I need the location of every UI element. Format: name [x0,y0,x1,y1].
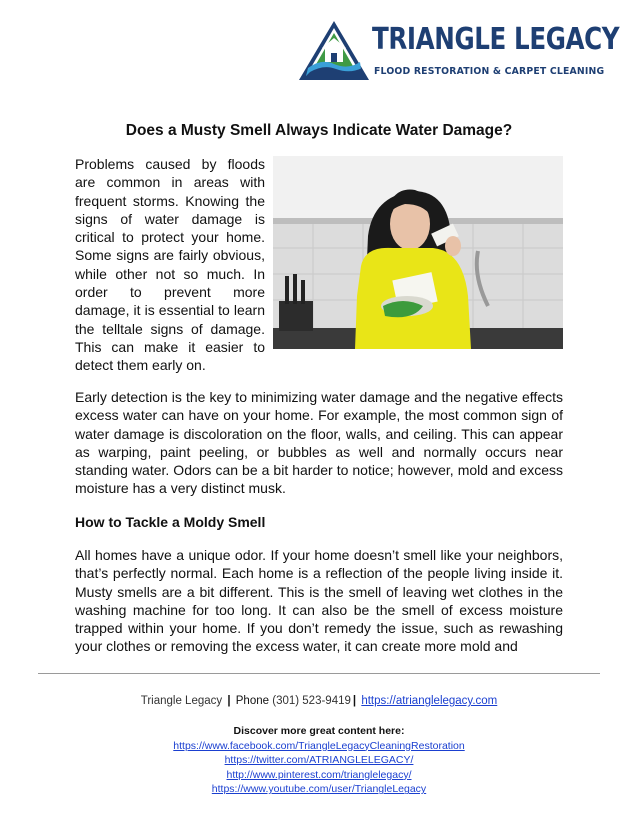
social-links [0,724,638,797]
moldy-smell-paragraph: All homes have a unique odor. If your home doesn’t smell like your neighbors, that’s perfectly normal. Each home is a reflection of the people living inside it. Musty smells are a bit different. This is the smell of leaving wet clothes in the washing machine for too long. It can also be the smell of excess moisture trapped within your home. If you don’t remedy the issue, such as rewashing your clothes or removing the excess water, it can create more mold and [75,547,563,655]
section-heading: How to Tackle a Moldy Smell [75,514,266,530]
woman-smelling-clothes-photo [273,156,563,349]
footer-divider [38,673,600,674]
footer-separator-2: | [352,695,357,707]
twitter-link[interactable]: https://twitter.com/ATRIANGLELEGACY/ [224,754,414,767]
youtube-link[interactable]: https://www.youtube.com/user/TriangleLegacy [211,783,427,796]
footer-company: Triangle Legacy [140,695,223,707]
detection-paragraph: Early detection is the key to minimizing water damage and the negative effects excess water can have on your home. For example, the most common sign of water damage is discoloration on the floor, walls, and ceiling. This can appear as warping, paint peeling, or bubbles as well and normally occurs near standing water. Odors can be a bit harder to notice; however, mold and excess moisture has a very distinct musk. [75,389,563,497]
discover-heading: Discover more great content here: [233,725,405,737]
company-logo [296,18,620,86]
footer-website-link[interactable]: https://atrianglelegacy.com [361,695,498,707]
footer-phone-label: Phone [235,695,270,707]
facebook-link[interactable]: https://www.facebook.com/TriangleLegacyCleaningRestoration [173,739,465,752]
logo-title: TRIANGLE LEGACY [372,22,620,57]
footer-separator: | [227,695,231,707]
logo-subtitle: FLOOD RESTORATION & CARPET CLEANING [374,66,605,77]
intro-paragraph: Problems caused by floods are common in areas with frequent storms. Knowing the signs of water damage is critical to protect your home. Some signs are fairly obvious, while other not so much. In order to prevent more damage, it is essential to learn the telltale signs of damage. This can make it easier to detect them early on. [75,156,265,374]
article-title: Does a Musty Smell Always Indicate Water Damage? [125,122,513,139]
footer-phone: (301) 523-9419 [272,695,351,707]
pinterest-link[interactable]: http://www.pinterest.com/trianglelegacy/ [226,768,412,781]
triangle-house-logo-icon [296,18,372,84]
footer-contact [0,695,638,707]
